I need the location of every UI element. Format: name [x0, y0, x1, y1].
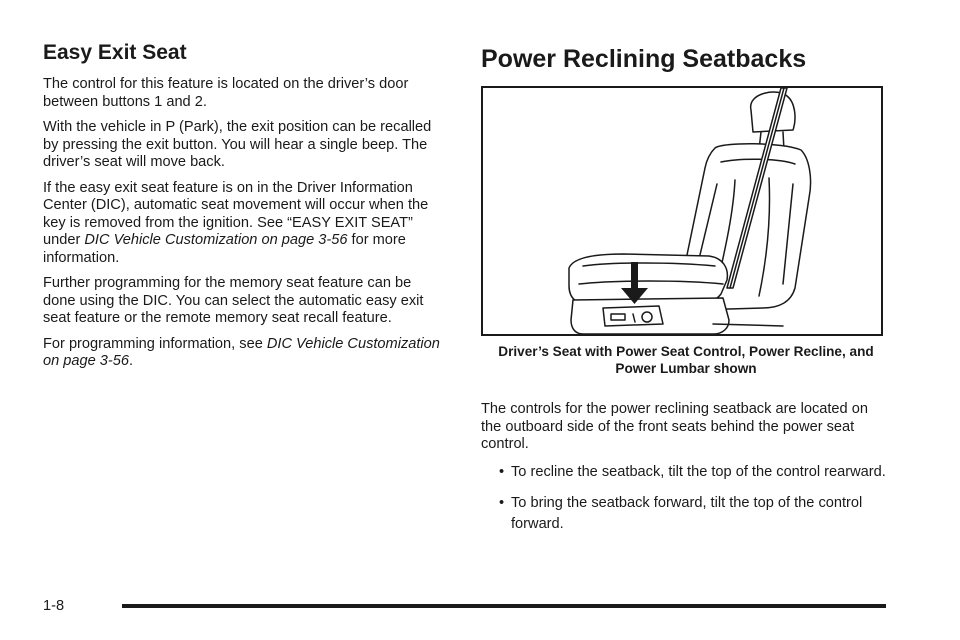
page-number: 1-8	[43, 598, 65, 614]
seat-illustration	[483, 88, 883, 336]
p3-text-end: for more information.	[43, 232, 406, 266]
easy-exit-paragraph-2: With the vehicle in P (Park), the exit position can be recalled by pressing the exit button. You will hear a single beep. The driver’s seat will move back.	[43, 119, 432, 170]
easy-exit-seat-heading: Easy Exit Seat	[43, 41, 187, 64]
power-reclining-heading: Power Reclining Seatbacks	[481, 45, 807, 73]
list-item	[481, 493, 891, 535]
p5-text-start: For programming information, see	[43, 335, 267, 352]
list-item-text: To recline the seatback, tilt the top of the control rearward.	[511, 463, 886, 480]
p3-text-start: If the easy exit seat feature is on in the Driver Information Center (DIC), automatic seat movement will occur when the key is removed from the ignition. See “EASY EXIT SEAT” under	[43, 179, 429, 248]
seat-illustration-frame	[481, 86, 883, 336]
easy-exit-paragraph-3	[43, 180, 443, 268]
dic-reference-link-2[interactable]: DIC Vehicle Customization on page 3-56	[43, 335, 440, 369]
bullet-icon: •	[499, 463, 505, 480]
left-column	[43, 40, 443, 379]
easy-exit-paragraph-4: Further programming for the memory seat feature can be done using the DIC. You can select the automatic easy exit seat feature or the remote memory seat recall feature.	[43, 275, 424, 326]
easy-exit-paragraph-5	[43, 336, 443, 371]
recline-instructions-list	[481, 462, 891, 535]
footer-rule	[122, 604, 886, 608]
list-item-text: To bring the seatback forward, tilt the top of the control forward.	[511, 494, 863, 532]
easy-exit-paragraph-1: The control for this feature is located on the driver’s door between buttons 1 and 2.	[43, 76, 409, 110]
power-recline-paragraph: The controls for the power reclining seatback are located on the outboard side of the front seats behind the power seat control.	[481, 401, 868, 452]
figure-caption: Driver’s Seat with Power Seat Control, Power Recline, and Power Lumbar shown	[498, 344, 874, 376]
right-column	[481, 40, 891, 545]
list-item	[481, 462, 891, 483]
bullet-icon: •	[499, 494, 505, 511]
p5-text-end: .	[129, 353, 134, 369]
dic-reference-link-1[interactable]: DIC Vehicle Customization on page 3-56	[84, 232, 348, 248]
